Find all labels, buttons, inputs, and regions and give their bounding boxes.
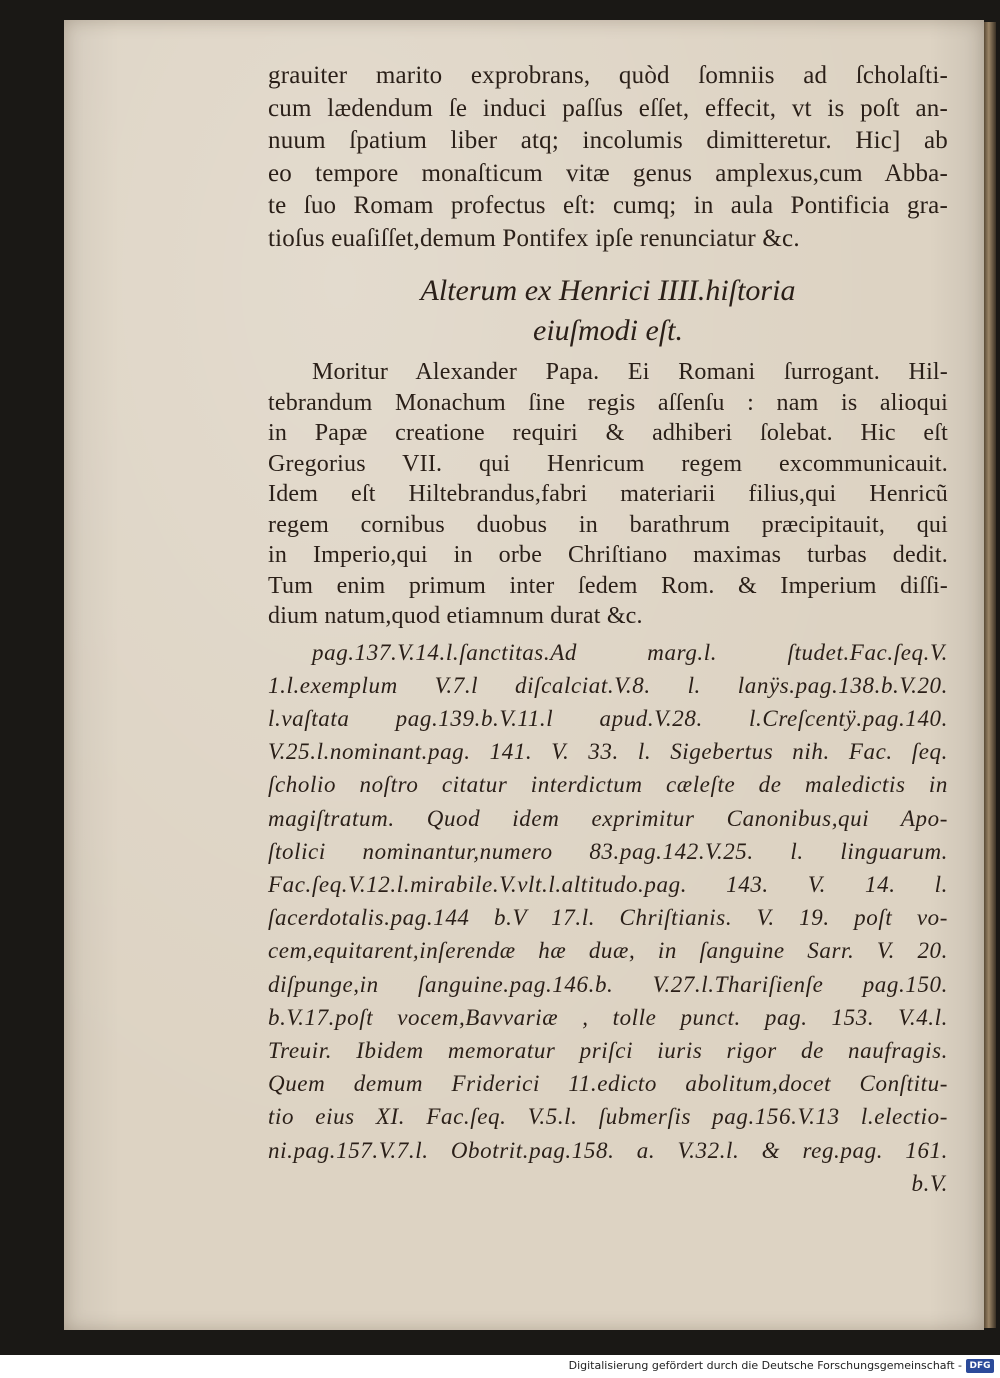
page-edge [984, 22, 996, 1328]
text-line: te ſuo Romam profectus eſt: cumq; in aula Pontificia gra- [268, 192, 948, 219]
errata-line: tio eius XI. Fac.ſeq. V.5.l. ſubmerſis pag.156.V.13 l.electio- [268, 1104, 948, 1130]
body-paragraph [268, 357, 948, 632]
errata-line: Treuir. Ibidem memoratur priſci iuris rigor de naufragis. [268, 1037, 948, 1063]
errata-line: pag.137.V.14.l.ſanctitas.Ad marg.l. ſtudet.Fac.ſeq.V. [312, 639, 948, 665]
errata-line: ni.pag.157.V.7.l. Obotrit.pag.158. a. V.32.l. & reg.pag. 161. [268, 1137, 948, 1163]
dfg-logo: DFG [966, 1359, 994, 1373]
text-line: Idem eſt Hiltebrandus,fabri materiarii filius,qui Henricũ [268, 481, 948, 507]
errata-paragraph [268, 636, 948, 1200]
text-line: in Imperio,qui in orbe Chriſtiano maximas turbas dedit. [268, 542, 948, 568]
text-line: in Papæ creatione requiri & adhiberi ſolebat. Hic eſt [268, 420, 948, 446]
intro-paragraph [268, 60, 948, 255]
text-line: regem cornibus duobus in barathrum præcipitauit, qui [268, 511, 948, 538]
errata-line: diſpunge,in ſanguine.pag.146.b. V.27.l.Thariſienſe pag.150. [268, 971, 948, 997]
text-line: eo tempore monaſticum vitæ genus amplexus,cum Abba- [268, 159, 948, 187]
text-line: dium natum,quod etiamnum durat &c. [268, 603, 643, 629]
errata-line: l.vaſtata pag.139.b.V.11.l apud.V.28. l.Creſcentÿ.pag.140. [268, 705, 948, 731]
errata-line: Quem demum Friderici 11.edicto abolitum,docet Conſtitu- [268, 1071, 948, 1097]
text-line: cum lædendum ſe induci paſſus eſſet, effecit, vt is poſt an- [268, 94, 948, 122]
page-text [268, 60, 948, 1200]
errata-line: cem,equitarent,inſerendæ hæ duæ, in ſanguine Sarr. V. 20. [268, 938, 948, 964]
text-line: tebrandum Monachum ſine regis aſſenſu : nam is alioqui [268, 389, 948, 416]
section-heading-continued: eiuſmodi eſt. [533, 314, 683, 347]
errata-line: ſcholio noſtro citatur interdictum cæleſte de maledictis in [268, 772, 948, 798]
footer-bar [0, 1355, 1000, 1378]
text-line: Tum enim primum inter ſedem Rom. & Imperium diſſi- [268, 572, 948, 599]
errata-line: ſacerdotalis.pag.144 b.V 17.l. Chriſtianis. V. 19. poſt vo- [268, 905, 948, 931]
errata-line: 1.l.exemplum V.7.l diſcalciat.V.8. l. lanÿs.pag.138.b.V.20. [268, 672, 948, 698]
text-line: nuum ſpatium liber atq; incolumis dimitteretur. Hic] ab [268, 127, 948, 154]
section-heading: Alterum ex Henrici IIII.hiſtoria [420, 274, 796, 307]
errata-line: Fac.ſeq.V.12.l.mirabile.V.vlt.l.altitudo.pag. 143. V. 14. l. [268, 871, 948, 897]
text-line: grauiter marito exprobrans, quòd ſomniis ad ſcholaſti- [268, 62, 948, 89]
errata-line: magiſtratum. Quod idem exprimitur Canonibus,qui Apo- [268, 805, 948, 831]
errata-line: V.25.l.nominant.pag. 141. V. 33. l. Sigebertus nih. Fac. ſeq. [268, 739, 948, 765]
text-line: Gregorius VII. qui Henricum regem excommunicauit. [268, 450, 948, 477]
text-line: Moritur Alexander Papa. Ei Romani ſurrogant. Hil- [312, 359, 948, 385]
errata-line: b.V.17.poſt vocem,Bavvariæ , tolle punct. pag. 153. V.4.l. [268, 1004, 948, 1030]
funding-notice: Digitalisierung gefördert durch die Deutsche Forschungsgemeinschaft - [568, 1359, 962, 1372]
errata-line-final: b.V. [911, 1170, 948, 1196]
text-line: tioſus euaſiſſet,demum Pontifex ipſe renunciatur &c. [268, 224, 800, 252]
errata-line: ſtolici nominantur,numero 83.pag.142.V.25. l. linguarum. [268, 838, 948, 864]
